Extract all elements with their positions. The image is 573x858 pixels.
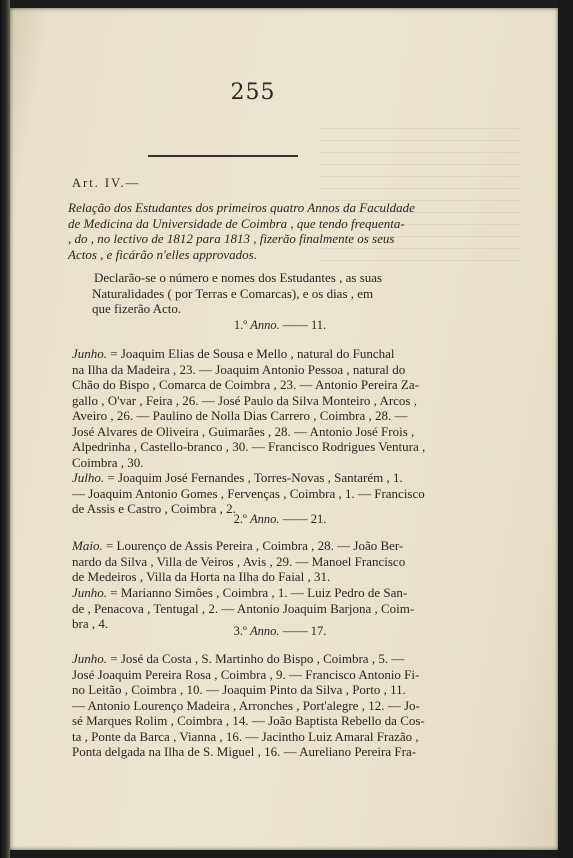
entry-line: de Medeiros , Villa da Horta na Ilha do Faial , 31.	[72, 569, 331, 584]
relacao-line: , do , no lectivo de 1812 para 1813 , fizerão finalmente os seus	[68, 231, 395, 246]
relacao-line: Relação dos Estudantes dos primeiros quatro Annos da Faculdade	[68, 200, 415, 215]
year-heading-3	[10, 624, 550, 639]
entry-line: — Antonio Lourenço Madeira , Arronches , Port'alegre , 12. — Jo-	[72, 697, 420, 713]
month-label: Maio.	[72, 538, 103, 553]
entry-line: Maio. = Lourenço de Assis Pereira , Coimbra , 28. — João Ber-	[72, 538, 404, 553]
entry-line: no Leitão , Coimbra , 10. — Joaquim Pinto da Silva , Porto , 11.	[72, 682, 406, 697]
entry-line: bra , 4.	[72, 616, 109, 631]
month-label: Junho.	[72, 346, 108, 361]
year-count: 21.	[310, 512, 327, 526]
scan-right-border	[558, 0, 573, 858]
year-ordinal: 1.º	[233, 318, 248, 332]
entry-line: de Assis e Castro , Coimbra , 2.	[72, 501, 236, 516]
entry-line: de , Penacova , Tentugal , 2. — Antonio Joaquim Barjona , Coim-	[72, 600, 415, 616]
relacao-line: de Medicina da Universidade de Coimbra , que tendo frequenta-	[68, 215, 405, 231]
year-heading-2	[10, 512, 550, 527]
page-number: 255	[230, 80, 276, 105]
section-1-paragraph-junho	[72, 346, 504, 470]
entry-line: Alpedrinha , Castello-branco , 30. — Francisco Rodrigues Ventura ,	[72, 439, 426, 454]
year-ordinal: 2.º	[233, 512, 247, 526]
year-ordinal: 3.º	[233, 624, 247, 638]
month-label: Junho.	[72, 585, 108, 600]
entry-line: — Joaquim Antonio Gomes , Fervenças , Coimbra , 1. — Francisco	[72, 485, 425, 501]
year-heading-1	[10, 318, 550, 333]
entry-line: Ponta delgada na Ilha de S. Miguel , 16. — Aureliano Pereira Fra-	[72, 744, 417, 759]
declarao-paragraph	[94, 270, 499, 317]
year-dash: ——	[282, 318, 308, 332]
year-count: 17.	[310, 624, 327, 638]
declarao-line: Naturalidades ( por Terras e Comarcas), e os dias , em	[92, 285, 374, 301]
year-count: 11.	[310, 318, 327, 332]
month-label: Junho.	[72, 651, 108, 666]
book-binding-edge	[0, 0, 10, 858]
relacao-line: Actos , e ficárão n'elles approvados.	[68, 246, 257, 262]
entry-line: José Alvares de Oliveira , Guimarães , 28. — Antonio José Frois ,	[72, 423, 415, 439]
entry-line: gallo , O'var , Feira , 26. — José Paulo da Silva Monteiro , Arcos ,	[72, 392, 417, 408]
entry-line: na Ilha da Madeira , 23. — Joaquim Antonio Pessoa , natural do	[72, 361, 406, 377]
entry-line: Junho. = José da Costa , S. Martinho do Bispo , Coimbra , 5. —	[72, 651, 405, 666]
entry-line: Chão do Bispo , Comarca de Coimbra , 23. — Antonio Pereira Za-	[72, 377, 419, 392]
entry-line: nardo da Silva , Villa de Veiros , Avis , 29. — Manoel Francisco	[72, 553, 406, 569]
entry-line: ta , Ponte da Barca , Vianna , 16. — Jacintho Luiz Amaral Frazão ,	[72, 728, 419, 744]
year-label: Anno.	[250, 624, 280, 638]
entry-line: Aveiro , 26. — Paulino de Nolla Dias Carrero , Coimbra , 28. —	[72, 408, 408, 423]
declarao-line: que fizerão Acto.	[92, 301, 182, 316]
header-rule	[148, 155, 298, 157]
entry-line: Junho. = Marianno Simões , Coimbra , 1. — Luiz Pedro de San-	[72, 585, 408, 600]
entry-line: sé Marques Rolim , Coimbra , 14. — João Baptista Rebello da Cos-	[72, 713, 425, 728]
article-heading: Art. IV.—	[72, 176, 141, 190]
entry-line: José Joaquim Pereira Rosa , Coimbra , 9. — Francisco Antonio Fi-	[72, 666, 420, 682]
entry-line: Junho. = Joaquim Elias de Sousa e Mello , natural do Funchal	[72, 346, 395, 361]
section-1-paragraph-julho	[72, 470, 504, 517]
year-dash: ——	[282, 624, 308, 638]
year-dash: ——	[282, 512, 308, 526]
declarao-line: Declarão-se o número e nomes dos Estudantes , as suas	[94, 270, 383, 285]
year-label: Anno.	[250, 512, 280, 526]
entry-line: Julho. = Joaquim José Fernandes , Torres-Novas , Santarém , 1.	[72, 470, 403, 485]
book-page	[10, 8, 558, 850]
entry-line: Coimbra , 30.	[72, 454, 144, 470]
month-label: Julho.	[72, 470, 105, 485]
section-3-paragraph-junho	[72, 651, 504, 760]
year-label: Anno.	[250, 318, 280, 332]
relacao-title	[68, 200, 498, 262]
section-2-paragraph-maio	[72, 538, 504, 585]
